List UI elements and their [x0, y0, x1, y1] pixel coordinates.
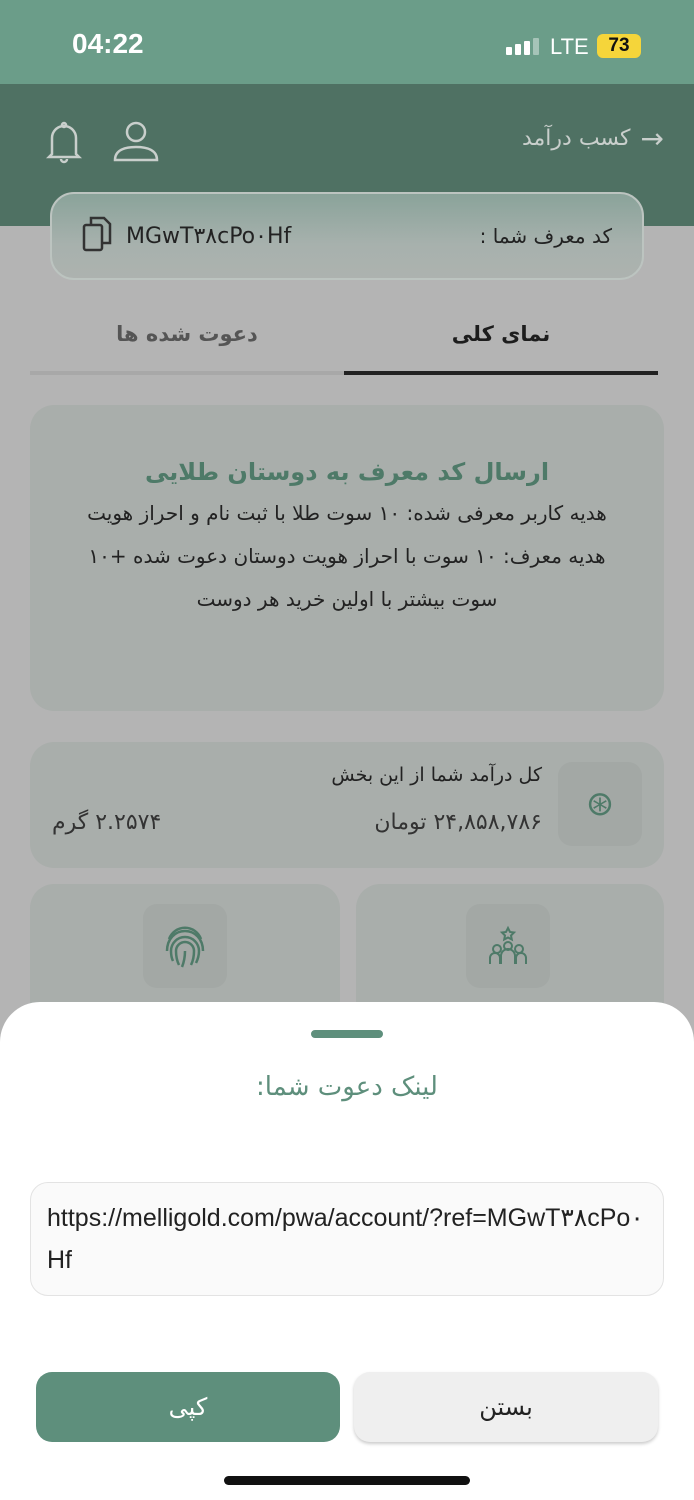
tab-invited[interactable]: دعوت شده ها: [30, 300, 344, 375]
referral-code: MGwT۳۸cPo۰Hf: [126, 223, 292, 249]
income-card: [30, 742, 664, 868]
sheet-drag-handle[interactable]: [311, 1030, 383, 1038]
network-label: LTE: [550, 34, 589, 59]
copy-icon[interactable]: [82, 216, 112, 256]
referral-code-box: [50, 192, 644, 280]
info-title: ارسال کد معرف به دوستان طلایی: [144, 458, 550, 486]
team-icon: [466, 904, 550, 988]
tab-bar: [30, 300, 658, 375]
income-toman: ۲۴,۸۵۸,۷۸۶ تومان: [374, 810, 542, 835]
income-grams: ۲.۲۵۷۴ گرم: [52, 810, 162, 835]
signal-icon: [506, 38, 539, 55]
info-line-1: هدیه کاربر معرفی شده: ۱۰ سوت طلا با ثبت نام و احراز هویت: [87, 501, 607, 525]
clock: 04:22: [72, 28, 144, 59]
copy-button[interactable]: کپی: [36, 1372, 340, 1442]
profile-icon[interactable]: [112, 120, 160, 168]
page-title: کسب درآمد: [521, 126, 631, 151]
battery-icon: 73: [597, 34, 641, 58]
info-card: [30, 405, 664, 711]
bell-icon[interactable]: [46, 120, 82, 168]
fingerprint-icon: [143, 904, 227, 988]
info-line-2: هدیه معرف: ۱۰ سوت با احراز هویت دوستان دعوت شده +۱۰ سوت بیشتر با اولین خرید هر دوست: [88, 544, 606, 611]
invite-link-field[interactable]: https://melligold.com/pwa/account/?ref=MGwT۳۸cPo۰Hf: [30, 1182, 664, 1296]
sheet-title: لینک دعوت شما:: [256, 1072, 438, 1102]
close-button[interactable]: بستن: [354, 1372, 658, 1442]
referral-label: کد معرف شما :: [479, 224, 612, 248]
coins-icon: ⊛: [558, 762, 642, 846]
arrow-right-icon: →: [640, 122, 664, 155]
back-button[interactable]: [522, 122, 664, 155]
income-label: کل درآمد شما از این بخش: [331, 764, 542, 786]
status-bar: [0, 0, 694, 84]
home-indicator[interactable]: [224, 1476, 470, 1485]
tab-overview[interactable]: نمای کلی: [344, 300, 658, 375]
